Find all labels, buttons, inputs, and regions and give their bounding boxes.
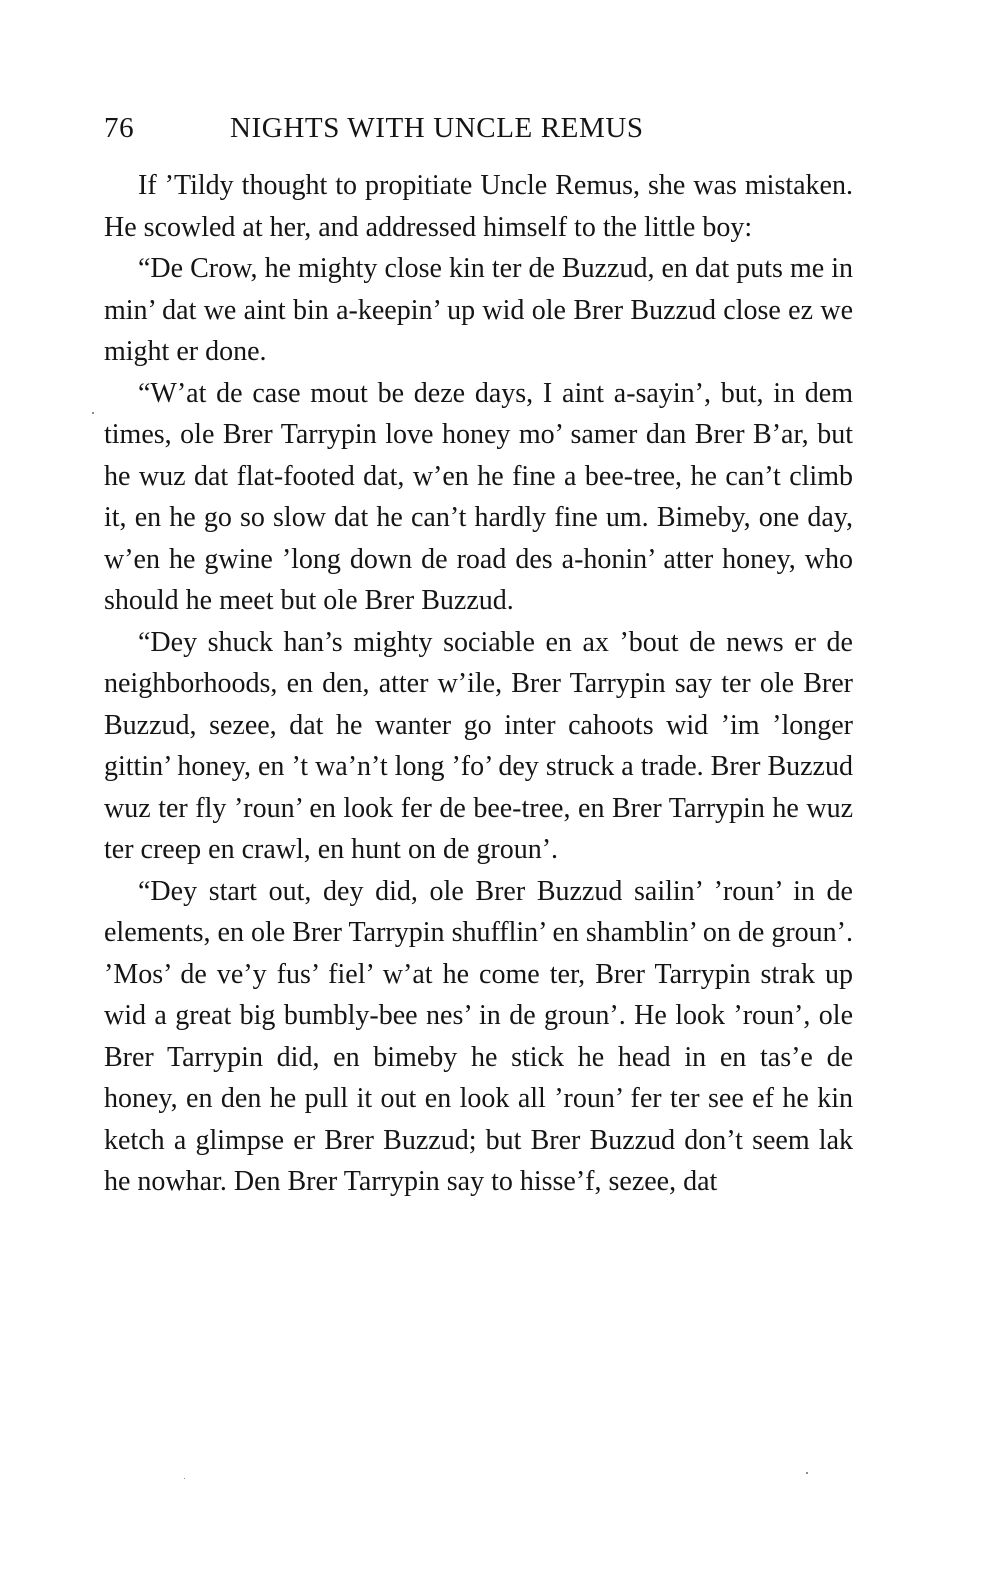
print-speck — [806, 1472, 808, 1474]
paragraph: “Dey start out, dey did, ole Brer Buzzud sailin’ ’roun’ in de elements, en ole Brer Tarrypin shufflin’ en shamblin’ on de groun’. ’Mos’ de ve’y fus’ fiel’ w’at he come ter, Brer Tarrypin strak up wid a great big bumbly-bee nes’ in de groun’. He look ’roun’, ole Brer Tarrypin did, en bimeby he stick he head in en tas’e de honey, en den he pull it out en look all ’roun’ fer ter see ef he kin ketch a glimpse er Brer Buzzud; but Brer Buzzud don’t seem lak he nowhar. Den Brer Tarrypin say to hisse’f, sezee, dat — [104, 875, 853, 1197]
print-speck — [184, 1478, 185, 1479]
paragraph: “Dey shuck han’s mighty sociable en ax ’bout de news er de neighborhoods, en den, atter w’ile, Brer Tarrypin say ter ole Brer Buzzud, sezee, dat he wanter go inter cahoots wid ’im ’longer gittin’ honey, en ’t wa’n’t long ’fo’ dey struck a trade. Brer Buzzud wuz ter fly ’roun’ en look fer de bee-tree, en Brer Tarrypin he wuz ter creep en crawl, en hunt on de groun’. — [104, 626, 853, 865]
paragraph: “De Crow, he mighty close kin ter de Buzzud, en dat puts me in min’ dat we aint bin a-keepin’ up wid ole Brer Buzzud close ez we might er done. — [104, 253, 853, 367]
running-head — [104, 106, 864, 150]
page-number: 76 — [104, 112, 135, 144]
paragraph: “W’at de case mout be deze days, I aint a-sayin’, but, in dem times, ole Brer Tarrypin love honey mo’ samer dan Brer B’ar, but he wuz dat flat-footed dat, w’en he fine a bee-tree, he can’t climb it, en he go so slow dat he can’t hardly fine um. Bimeby, one day, w’en he gwine ’long down de road des a-honin’ atter honey, who should he meet but ole Brer Buzzud. — [104, 377, 853, 616]
book-title: NIGHTS WITH UNCLE REMUS — [230, 112, 644, 144]
paragraph: If ’Tildy thought to propitiate Uncle Remus, she was mistaken. He scowled at her, and addressed himself to the little boy: — [104, 170, 853, 243]
print-speck — [92, 412, 94, 414]
body-text — [104, 165, 853, 1203]
